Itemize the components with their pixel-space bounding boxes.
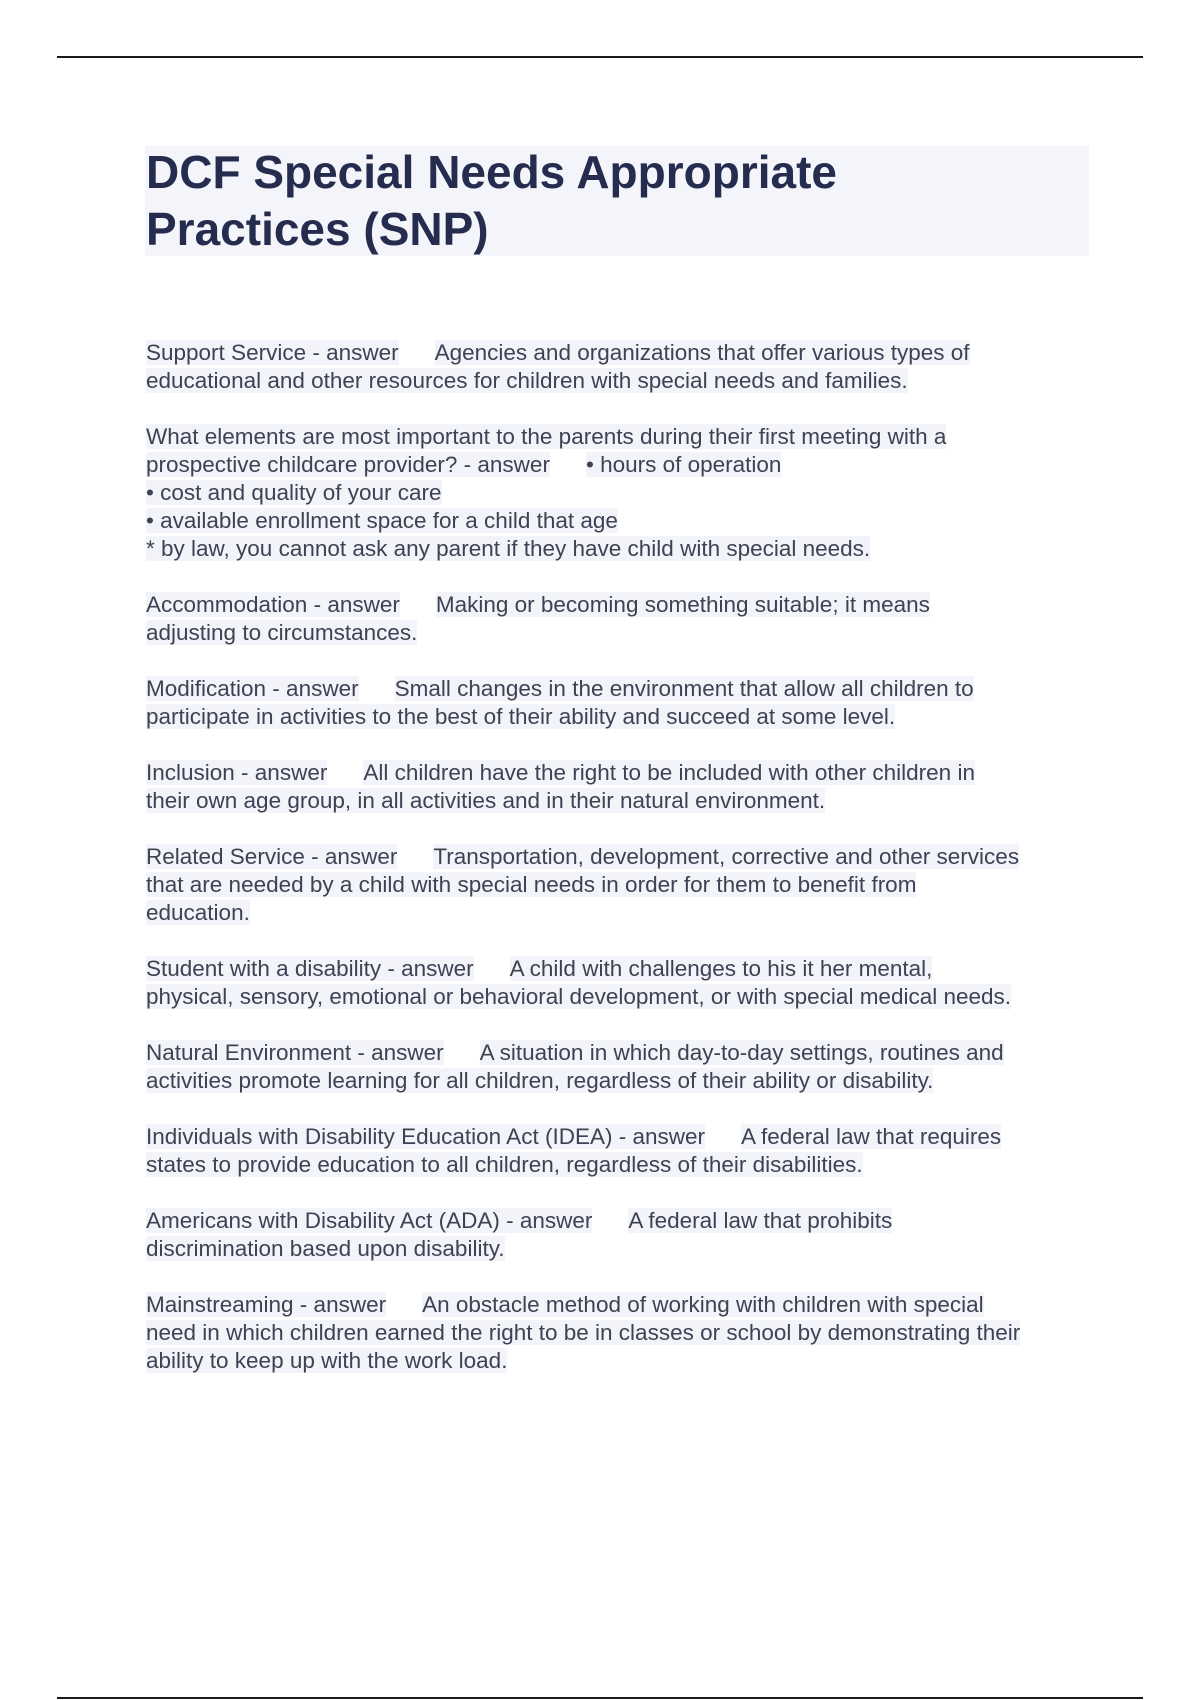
entry-term: Mainstreaming - answer bbox=[146, 1292, 387, 1317]
entry-answer-line: states to provide education to all children, regardless of their disabilities. bbox=[146, 1152, 863, 1177]
flashcard-entry bbox=[146, 339, 1096, 395]
entry-term: Accommodation - answer bbox=[146, 592, 400, 617]
entry-answer-line: Making or becoming something suitable; it means bbox=[435, 592, 930, 617]
entry-answer-line: A child with challenges to his it her mental, bbox=[509, 956, 933, 981]
flashcard-entry bbox=[146, 843, 1096, 927]
flashcard-entry bbox=[146, 423, 1096, 563]
entry-term: Student with a disability - answer bbox=[146, 956, 474, 981]
flashcard-entry bbox=[146, 675, 1096, 731]
entry-answer-line: education. bbox=[146, 900, 250, 925]
entry-answer-line: Transportation, development, corrective and other services bbox=[433, 844, 1020, 869]
entry-answer-line: An obstacle method of working with children with special bbox=[422, 1292, 984, 1317]
entry-answer-line: Small changes in the environment that allow all children to bbox=[394, 676, 974, 701]
entry-answer-line: need in which children earned the right to be in classes or school by demonstrating their bbox=[146, 1320, 1021, 1345]
title-line-2: Practices (SNP) bbox=[146, 203, 489, 255]
entry-term: Support Service - answer bbox=[146, 340, 399, 365]
entry-answer-line: Agencies and organizations that offer various types of bbox=[434, 340, 970, 365]
entry-answer-line: that are needed by a child with special needs in order for them to benefit from bbox=[146, 872, 917, 897]
entry-term: What elements are most important to the parents during their first meeting with a bbox=[146, 424, 947, 449]
entry-term: prospective childcare provider? - answer bbox=[146, 452, 550, 477]
entry-answer-line: A situation in which day-to-day settings, routines and bbox=[479, 1040, 1004, 1065]
flashcard-list bbox=[146, 339, 1096, 1403]
entry-answer-line: activities promote learning for all children, regardless of their ability or disability. bbox=[146, 1068, 934, 1093]
entry-answer-line: • available enrollment space for a child that age bbox=[146, 508, 618, 533]
entry-answer-line: A federal law that requires bbox=[740, 1124, 1002, 1149]
entry-answer-line: * by law, you cannot ask any parent if they have child with special needs. bbox=[146, 536, 871, 561]
entry-term: Modification - answer bbox=[146, 676, 359, 701]
bottom-rule bbox=[57, 1697, 1143, 1699]
entry-term: Natural Environment - answer bbox=[146, 1040, 444, 1065]
flashcard-entry bbox=[146, 1291, 1096, 1375]
entry-answer-line: • cost and quality of your care bbox=[146, 480, 442, 505]
entry-answer-line: educational and other resources for children with special needs and families. bbox=[146, 368, 908, 393]
entry-term: Americans with Disability Act (ADA) - answer bbox=[146, 1208, 593, 1233]
entry-answer-line: All children have the right to be included with other children in bbox=[363, 760, 975, 785]
entry-answer-line: • hours of operation bbox=[585, 452, 782, 477]
top-rule bbox=[57, 56, 1143, 58]
entry-answer-line: discrimination based upon disability. bbox=[146, 1236, 505, 1261]
flashcard-entry bbox=[146, 955, 1096, 1011]
entry-answer-line: ability to keep up with the work load. bbox=[146, 1348, 508, 1373]
entry-answer-line: physical, sensory, emotional or behavioral development, or with special medical needs. bbox=[146, 984, 1012, 1009]
entry-term: Individuals with Disability Education Act (IDEA) - answer bbox=[146, 1124, 705, 1149]
entry-answer-line: A federal law that prohibits bbox=[628, 1208, 893, 1233]
flashcard-entry bbox=[146, 1123, 1096, 1179]
flashcard-entry bbox=[146, 591, 1096, 647]
flashcard-entry bbox=[146, 1039, 1096, 1095]
entry-term: Inclusion - answer bbox=[146, 760, 328, 785]
entry-answer-line: adjusting to circumstances. bbox=[146, 620, 418, 645]
page-title bbox=[146, 144, 1076, 258]
entry-answer-line: their own age group, in all activities and in their natural environment. bbox=[146, 788, 826, 813]
flashcard-entry bbox=[146, 759, 1096, 815]
title-line-1: DCF Special Needs Appropriate bbox=[146, 146, 838, 198]
entry-term: Related Service - answer bbox=[146, 844, 398, 869]
entry-answer-line: participate in activities to the best of their ability and succeed at some level. bbox=[146, 704, 896, 729]
flashcard-entry bbox=[146, 1207, 1096, 1263]
